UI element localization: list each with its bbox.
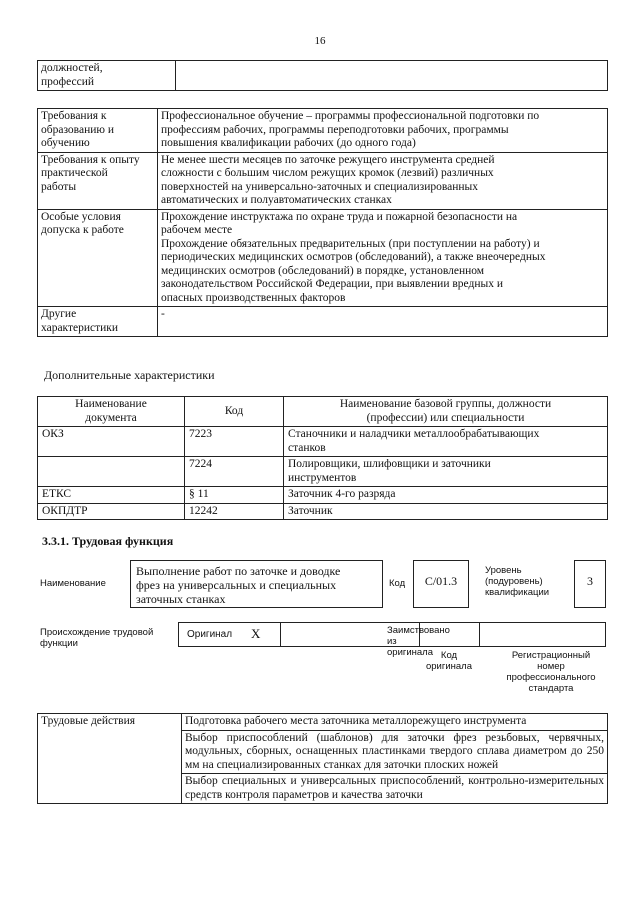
table-row [38,427,608,457]
label-line: обучению [41,137,90,149]
original-code-label [419,650,479,672]
reg-line: Регистрационный [511,650,591,661]
row-label [38,307,158,337]
label-line: Требования к опыту [41,153,140,166]
doc-cell: ОКПДТР [38,503,185,520]
origin-label [40,627,153,649]
name-cell [284,503,608,520]
value-line: Прохождение обязательных предварительных (при поступлении на работу) и [161,237,540,250]
table-row [38,457,608,487]
borrowed-cell [280,623,450,658]
labor-action-item: Выбор специальных и универсальных приспособлений, контрольно-измерительных средств контроля параметров и качества заточки [182,774,608,804]
original-cell [179,623,281,646]
value-line: Профессиональное обучение – программы профессиональной подготовки по [161,110,540,122]
level-label-line: Уровень [485,565,522,576]
name-cell [284,457,608,487]
code-cell: 7223 [185,427,284,457]
table-row [38,487,608,504]
label-line: профессий [41,75,95,88]
name-cell [284,487,608,504]
value-line: повышения квалификации рабочих (до одного года) [161,137,416,149]
row-label [38,109,158,153]
label-line: характеристики [41,321,119,334]
row-value [176,61,608,91]
value-line: поверхностей на универсально-заточных и специализированных [161,180,479,193]
table-row [38,307,608,337]
row-value [158,209,608,307]
label-line: Другие [41,308,77,320]
reg-line: номер [537,661,565,672]
origin-label-line: Происхождение трудовой [40,627,154,638]
additional-characteristics-title: Дополнительные характеристики [44,368,215,382]
doc-cell: ОКЗ [38,427,185,457]
value-line: - [161,308,165,320]
table-row [38,61,608,91]
table-header-row [38,397,608,427]
labor-actions-label: Трудовые действия [38,714,182,804]
section-title: 3.3.1. Трудовая функция [42,534,174,548]
function-name-box [130,560,383,608]
table-row [38,152,608,209]
name-label: Наименование [40,578,106,589]
label-line: работы [41,180,77,193]
value-line: законодательством Российской Федерации, при выявлении вредных и [161,278,504,290]
reg-line: стандарта [528,683,574,694]
label-line: образованию и [41,123,114,136]
labor-actions-table [37,713,608,804]
table-row [38,109,608,153]
row-value [158,152,608,209]
header-line: документа [85,411,137,424]
original-code-cell [419,623,480,646]
qualification-level-box: 3 [574,560,606,608]
name-line: Заточник [288,504,333,517]
borrowed-line: Заимствовано из [387,625,450,647]
value-line: медицинских осмотров (обследований) в порядке, установленном [161,264,485,277]
value-line: опасных производственных факторов [161,291,346,304]
header-cell-document [38,397,185,427]
continuation-table [37,60,608,91]
borrowed-line: оригинала [387,647,434,658]
value-line: Не менее шести месяцев по заточке режущего инструмента средней [161,153,495,166]
registration-number-cell [479,623,605,646]
additional-characteristics-table [37,396,608,520]
row-label [38,209,158,307]
value-line: профессиям рабочих, программы переподготовки рабочих, программы [161,123,509,136]
function-name-line: фрез на универсальных и специальных [136,578,337,592]
name-line: инструментов [288,471,357,484]
function-name-line: заточных станках [136,592,226,606]
page-number: 16 [314,35,326,47]
value-line: автоматических и полуавтоматических станках [161,194,392,206]
reg-line: профессионального [506,672,596,683]
header-line: (профессии) или специальности [366,411,525,424]
name-line: Полировщики, шлифовщики и заточники [288,458,491,470]
value-line: Прохождение инструктажа по охране труда и пожарной безопасности на [161,210,518,223]
header-cell-name [284,397,608,427]
label-line: Требования к [41,110,107,122]
header-line: Код [224,404,244,417]
level-label-line: (подуровень) [485,576,543,587]
row-label [38,61,176,91]
code-cell: § 11 [185,487,284,504]
function-name-line: Выполнение работ по заточке и доводке [136,564,341,578]
value-line: рабочем месте [161,224,233,236]
value-line: сложности с большим числом режущих кромок (лезвий) различных [161,167,494,179]
original-label: Оригинал [187,629,233,640]
registration-number-label [495,650,607,694]
table-row [38,209,608,307]
table-row [38,503,608,520]
original-mark: X [251,626,261,641]
row-value [158,307,608,337]
doc-cell: ЕТКС [38,487,185,504]
code-cell: 7224 [185,457,284,487]
origin-label-line: функции [40,638,78,649]
label-line: практической [41,167,108,179]
name-cell [284,427,608,457]
code-cell: 12242 [185,503,284,520]
name-line: станков [288,441,326,454]
labor-action-item: Подготовка рабочего места заточника металлорежущего инструмента [182,714,608,731]
function-code-box: C/01.3 [413,560,469,608]
header-line: Наименование базовой группы, должности [339,398,552,410]
value-line: периодических медицинских осмотров (обследований), а также внеочередных [161,251,546,263]
header-line: Наименование [75,398,147,410]
label-line: должностей, [41,62,103,74]
code-label: Код [389,578,406,589]
requirements-table [37,108,608,337]
row-value [158,109,608,153]
labor-action-item: Выбор приспособлений (шаблонов) для заточки фрез резьбовых, червячных, модульных, сборных, оснащенных пластинками твердого сплава диаметром до 250 мм на специализированных станках для заточки плоских ножей [182,730,608,774]
level-label [485,565,549,598]
level-label-line: квалификации [485,587,550,598]
label-line: допуска к работе [41,224,124,236]
name-line: Заточник 4-го разряда [288,488,396,500]
code-orig-line: оригинала [425,661,472,672]
row-label [38,152,158,209]
name-line: Станочники и наладчики металлообрабатывающих [288,428,540,440]
table-row [38,714,608,731]
header-cell-code [185,397,284,427]
code-orig-line: Код [440,650,458,661]
label-line: Особые условия [41,210,121,223]
doc-cell [38,457,185,487]
